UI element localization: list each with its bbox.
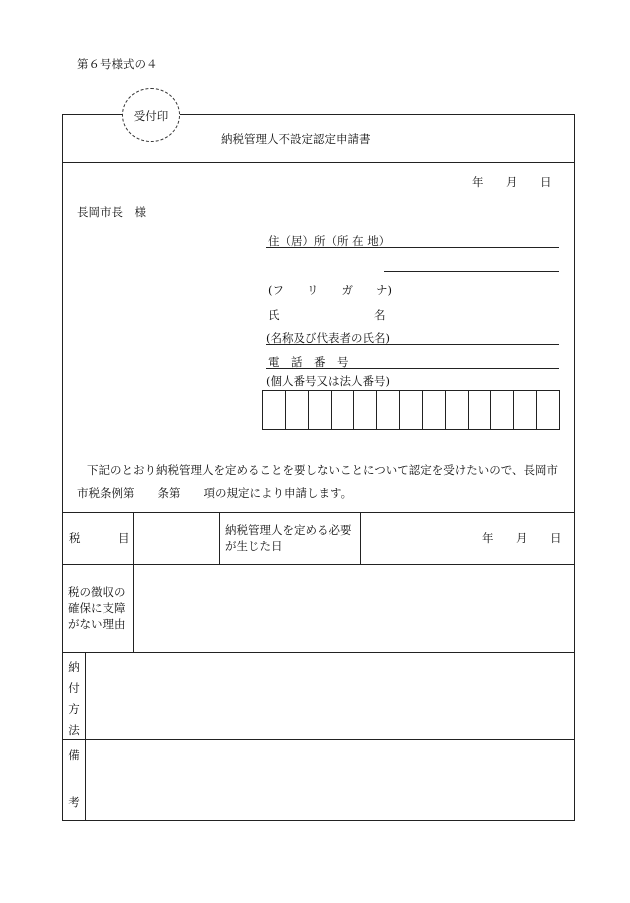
id-digit-cell[interactable] bbox=[332, 391, 355, 429]
id-digit-cell[interactable] bbox=[354, 391, 377, 429]
tax-item-label-first: 税 bbox=[69, 531, 81, 545]
phone-line[interactable] bbox=[266, 368, 559, 369]
reason-label-3: がない理由 bbox=[68, 617, 126, 631]
stamp-label: 受付印 bbox=[133, 109, 169, 123]
id-digit-cell[interactable] bbox=[491, 391, 514, 429]
payment-label-char: 納 bbox=[68, 660, 80, 674]
id-digit-cell[interactable] bbox=[423, 391, 446, 429]
statement-line-2: 市税条例第 条第 項の規定により申請します。 bbox=[77, 486, 353, 500]
row1-divider-b bbox=[219, 512, 220, 564]
name-line[interactable] bbox=[266, 344, 559, 345]
reason-label-1: 税の徴収の bbox=[68, 585, 126, 599]
address-label: 住（居）所（所 在 地） bbox=[268, 234, 391, 248]
name-label-second: 名 bbox=[374, 308, 386, 322]
date-month-label: 月 bbox=[506, 175, 518, 189]
form-number: 第６号様式の４ bbox=[77, 57, 158, 71]
id-digit-cell[interactable] bbox=[286, 391, 309, 429]
reason-label-2: 確保に支障 bbox=[68, 601, 126, 615]
row1-divider-c bbox=[360, 512, 361, 564]
address-line-2[interactable] bbox=[384, 271, 559, 272]
row-date-year-label: 年 bbox=[482, 531, 494, 545]
form-title: 納税管理人不設定認定申請書 bbox=[221, 132, 371, 146]
date-year-label: 年 bbox=[472, 175, 484, 189]
statement-line-1: 下記のとおり納税管理人を定めることを要しないことについて認定を受けたいので、長岡市 bbox=[87, 463, 559, 477]
id-digit-cell[interactable] bbox=[537, 391, 559, 429]
remarks-label-char: 備 bbox=[68, 748, 80, 762]
reception-stamp bbox=[122, 88, 180, 142]
date-day-label: 日 bbox=[540, 175, 552, 189]
id-digit-cell[interactable] bbox=[446, 391, 469, 429]
row-date-day-label: 日 bbox=[550, 531, 562, 545]
id-digit-cell[interactable] bbox=[309, 391, 332, 429]
remarks-field[interactable] bbox=[86, 740, 574, 820]
row-date-month-label: 月 bbox=[516, 531, 528, 545]
tax-item-field[interactable] bbox=[134, 513, 219, 564]
tax-item-label-second: 目 bbox=[118, 531, 130, 545]
payment-label-char: 法 bbox=[68, 723, 80, 737]
payment-label-char: 付 bbox=[68, 681, 80, 695]
id-digit-cell[interactable] bbox=[469, 391, 492, 429]
name-rep-label: (名称及び代表者の氏名) bbox=[266, 331, 390, 345]
id-number-label: (個人番号又は法人番号) bbox=[266, 374, 390, 388]
reason-field[interactable] bbox=[134, 565, 574, 651]
title-divider bbox=[62, 162, 575, 163]
id-digit-cell[interactable] bbox=[514, 391, 537, 429]
payment-method-field[interactable] bbox=[86, 653, 574, 738]
phone-label: 電 話 番 号 bbox=[268, 355, 349, 369]
need-date-label-2: が生じた日 bbox=[225, 539, 283, 553]
address-line-1[interactable] bbox=[266, 247, 559, 248]
id-number-boxes[interactable] bbox=[262, 390, 560, 430]
payment-label-char: 方 bbox=[68, 702, 80, 716]
id-digit-cell[interactable] bbox=[377, 391, 400, 429]
need-date-label-1: 納税管理人を定める必要 bbox=[225, 523, 352, 537]
id-digit-cell[interactable] bbox=[400, 391, 423, 429]
addressee: 長岡市長 様 bbox=[77, 205, 146, 219]
name-label-first: 氏 bbox=[268, 308, 280, 322]
remarks-label-char: 考 bbox=[68, 795, 80, 809]
id-digit-cell[interactable] bbox=[263, 391, 286, 429]
furigana-label: (フ リ ガ ナ) bbox=[268, 283, 392, 297]
